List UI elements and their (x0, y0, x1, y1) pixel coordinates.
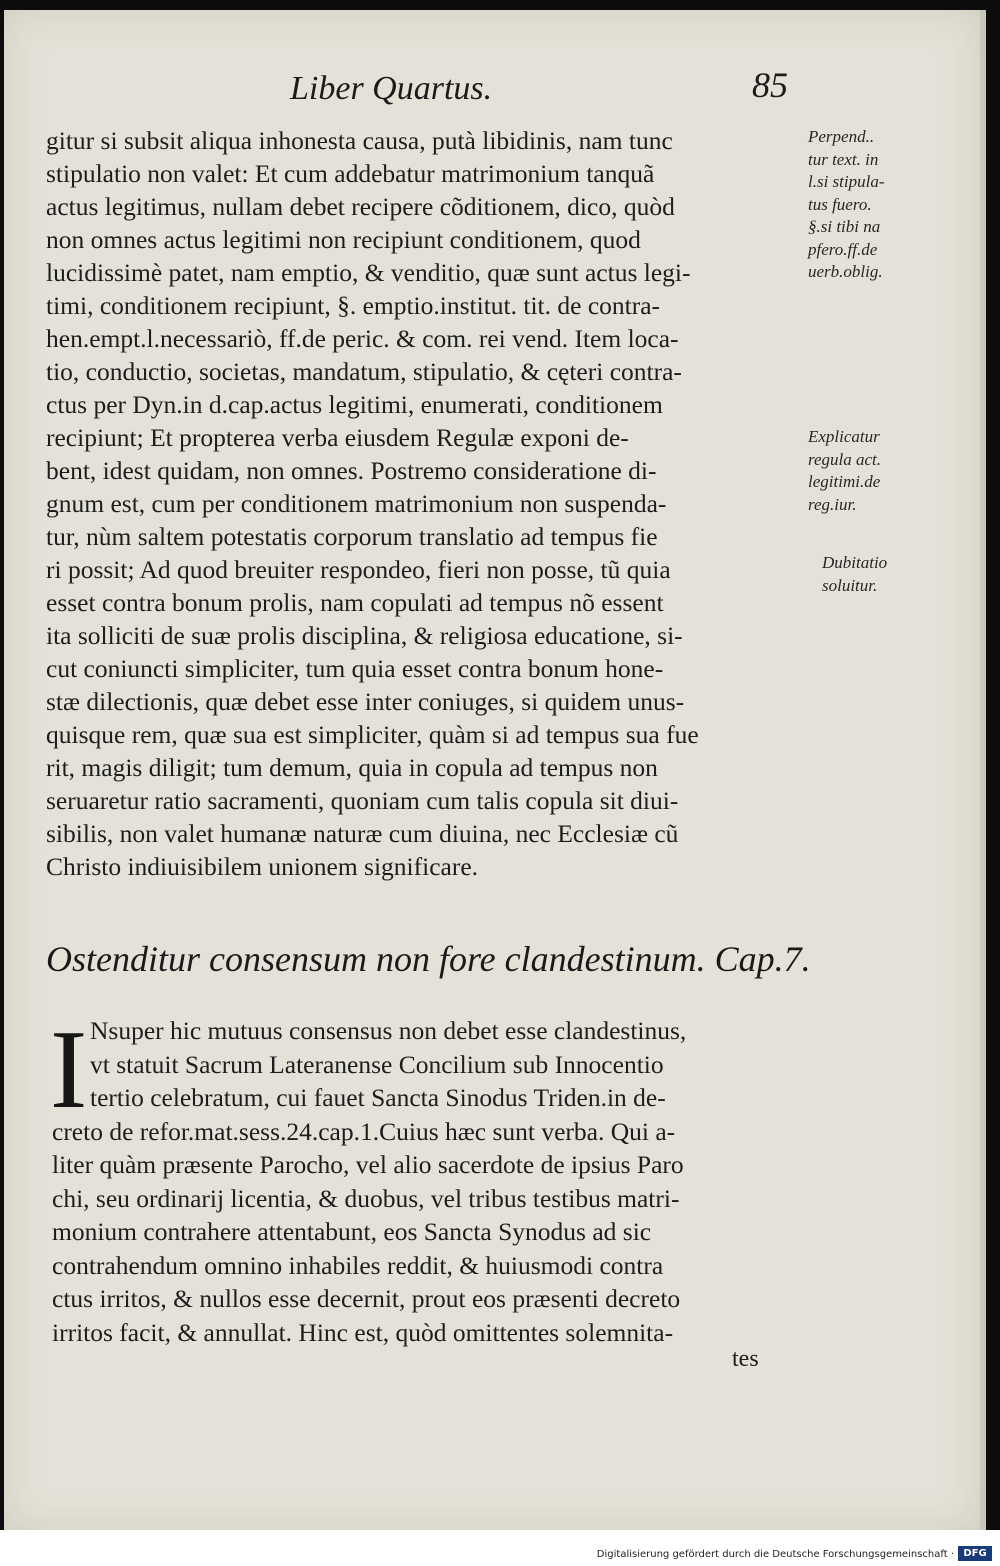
running-title: Liber Quartus. (290, 70, 493, 107)
text-line: vt statuit Sacrum Lateranense Concilium sub Innocentio (90, 1049, 664, 1079)
text-line: ri possit; Ad quod breuiter respondeo, fieri non posse, tũ quia (46, 555, 671, 584)
text-line: sibilis, non valet humanæ naturæ cum diuina, nec Ecclesiæ cũ (46, 819, 679, 848)
marginal-line: uerb.oblig. (808, 262, 883, 281)
marginal-line: tur text. in (808, 149, 879, 169)
marginal-line: reg.iur. (808, 494, 857, 514)
text-line: gitur si subsit aliqua inhonesta causa, putà libidinis, nam tunc (46, 126, 673, 155)
catchword: tes (732, 1346, 759, 1372)
text-line: liter quàm præsente Parocho, vel alio sacerdote de ipsius Paro (52, 1150, 684, 1179)
chapter-text (50, 1008, 802, 1349)
text-line: ita solliciti de suæ prolis disciplina, & religiosa educatione, si- (46, 621, 683, 650)
text-line: tertio celebratum, cui fauet Sancta Sinodus Triden.in de- (90, 1083, 666, 1112)
marginal-note-2 (808, 426, 928, 516)
text-line: actus legitimus, nullam debet recipere cõditionem, dico, quòd (46, 192, 675, 221)
text-line: creto de refor.mat.sess.24.cap.1.Cuius hæc sunt verba. Qui a- (52, 1116, 676, 1146)
text-line: stipulatio non valet: Et cum addebatur matrimonium tanquã (46, 159, 655, 188)
text-line: monium contrahere attentabunt, eos Sancta Synodus ad sic (52, 1217, 652, 1246)
text-line: tio, conductio, societas, mandatum, stipulatio, & cęteri contra- (46, 357, 682, 386)
text-line: stæ dilectionis, quæ debet esse inter coniuges, si quidem unus- (46, 687, 685, 716)
initial-capital: I (50, 1008, 88, 1132)
chapter-heading: Ostenditur consensum non fore clandestinum. Cap.7. (46, 939, 811, 979)
footer-strip (0, 1530, 1000, 1566)
marginal-line: Perpend.. (808, 127, 875, 146)
text-line: irritos facit, & annullat. Hinc est, quòd omittentes solemnita- (52, 1317, 674, 1347)
marginal-line: Dubitatio (822, 553, 888, 572)
text-line: lucidissimè patet, nam emptio, & venditio, quæ sunt actus legi- (46, 258, 691, 287)
text-line: tur, nùm saltem potestatis corporum translatio ad tempus fie (46, 522, 658, 551)
marginal-line: tus fuero. (808, 194, 872, 214)
page-edge (980, 10, 986, 1530)
page-number: 85 (752, 65, 788, 105)
text-line: ctus per Dyn.in d.cap.actus legitimi, enumerati, conditionem (46, 390, 663, 419)
dfg-logo: DFG (958, 1546, 992, 1561)
marginal-line: soluitur. (822, 575, 878, 595)
text-line: non omnes actus legitimi non recipiunt conditionem, quod (46, 225, 641, 254)
text-line: esset contra bonum prolis, nam copulati ad tempus nõ essent (46, 588, 664, 617)
digitization-credit: Digitalisierung gefördert durch die Deutsche Forschungsgemeinschaft · (596, 1549, 954, 1560)
text-line: hen.empt.l.necessariò, ff.de peric. & com. rei vend. Item loca- (46, 324, 679, 353)
text-line: gnum est, cum per conditionem matrimonium non suspenda- (46, 489, 667, 518)
text-line: quisque rem, quæ sua est simpliciter, quàm si ad tempus sua fue (46, 720, 699, 749)
text-line: rit, magis diligit; tum demum, quia in copula ad tempus non (46, 753, 658, 782)
text-line: Nsuper hic mutuus consensus non debet esse clandestinus, (90, 1016, 687, 1045)
marginal-line: Explicatur (808, 427, 880, 446)
text-line: recipiunt; Et propterea verba eiusdem Regulæ exponi de- (46, 423, 629, 452)
body-text (46, 124, 800, 883)
marginal-line: legitimi.de (808, 472, 881, 491)
marginal-note-1 (808, 126, 928, 284)
text-line: timi, conditionem recipiunt, §. emptio.institut. tit. de contra- (46, 291, 661, 320)
marginal-line: pfero.ff.de (808, 239, 878, 259)
marginal-line: §.si tibi na (808, 217, 881, 236)
text-line: Christo indiuisibilem unionem significare. (46, 852, 479, 881)
text-line: seruaretur ratio sacramenti, quoniam cum talis copula sit diui- (46, 786, 679, 815)
marginal-line: regula act. (808, 449, 882, 469)
text-line: contrahendum omnino inhabiles reddit, & huiusmodi contra (52, 1250, 664, 1280)
text-line: cut coniuncti simpliciter, tum quia esset contra bonum hone- (46, 654, 664, 683)
text-line: chi, seu ordinarij licentia, & duobus, vel tribus testibus matri- (52, 1183, 680, 1213)
marginal-line: l.si stipula- (808, 172, 885, 191)
marginal-note-3 (822, 552, 942, 597)
text-line: ctus irritos, & nullos esse decernit, prout eos præsenti decreto (52, 1284, 681, 1313)
text-line: bent, idest quidam, non omnes. Postremo consideratione di- (46, 456, 657, 485)
